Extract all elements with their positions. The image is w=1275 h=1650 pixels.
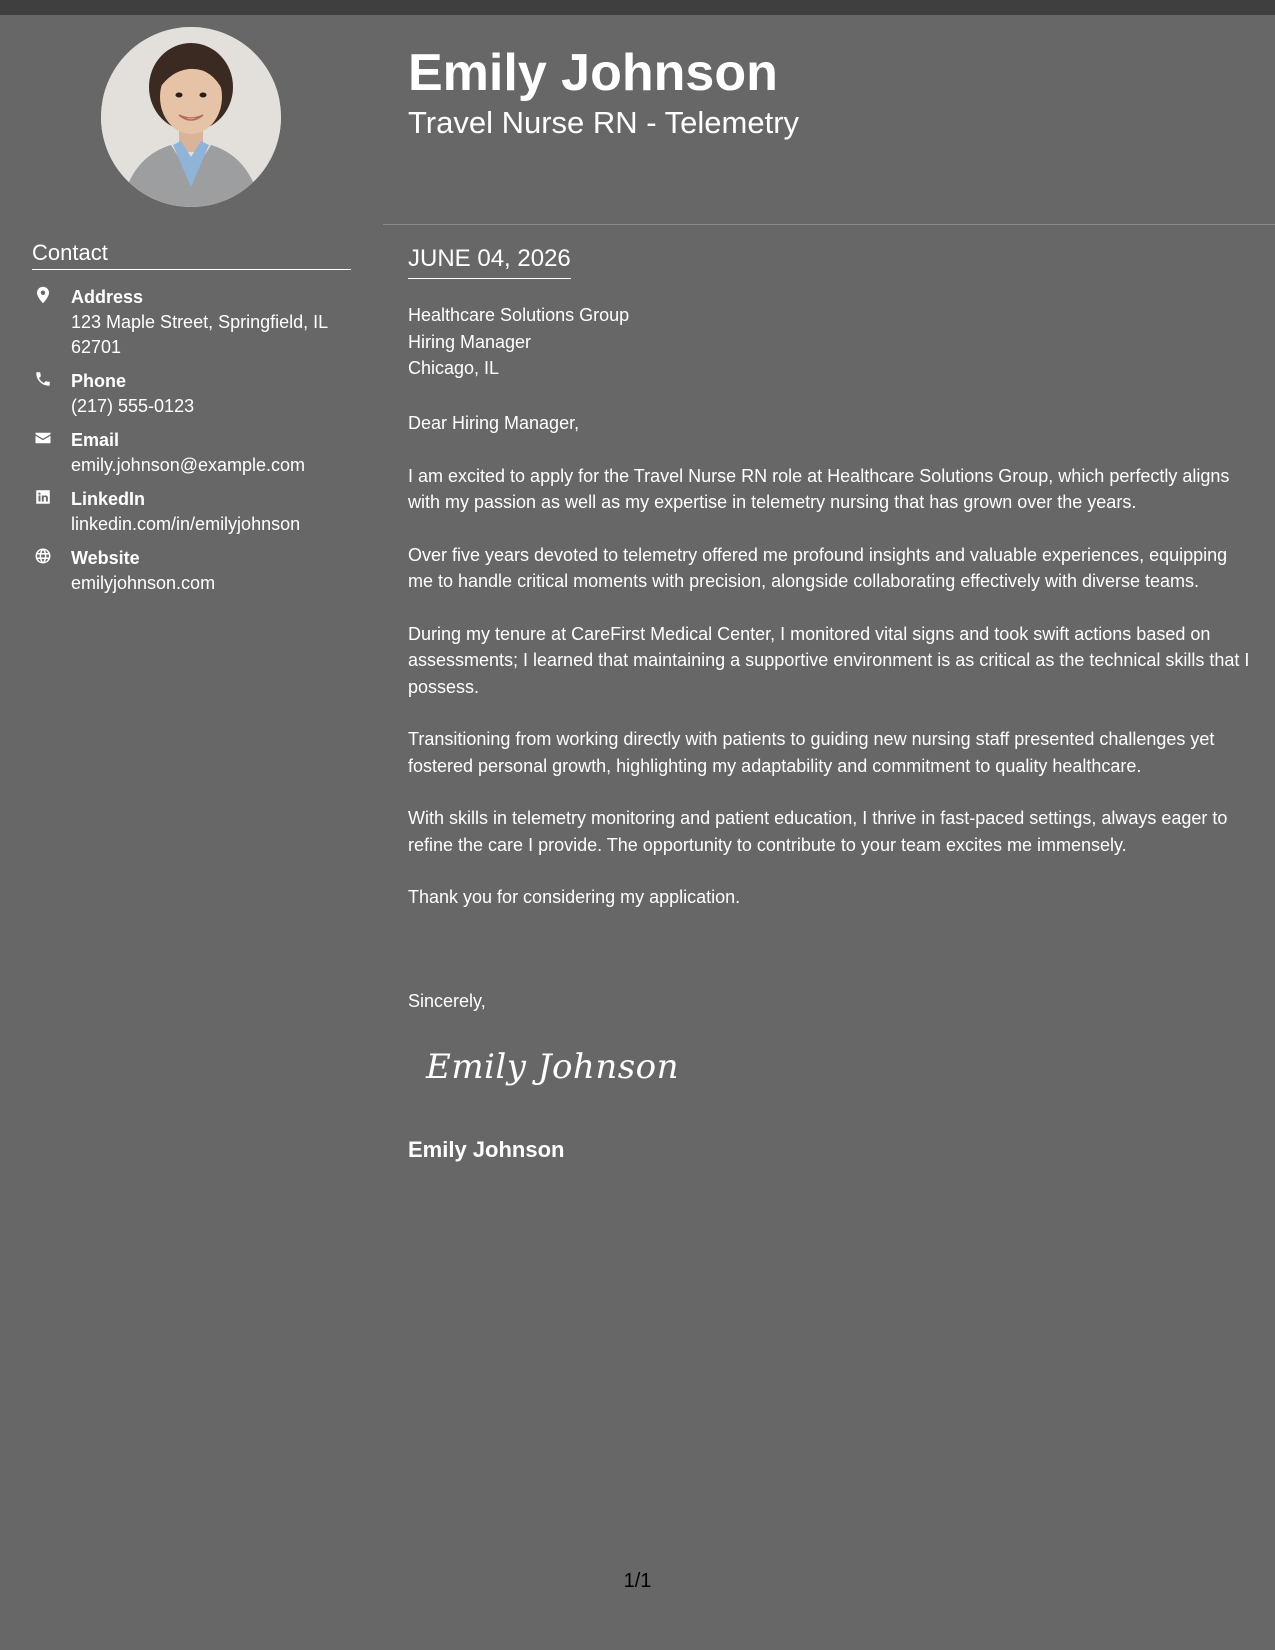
letter-paragraph: With skills in telemetry monitoring and patient education, I thrive in fast-paced settings, always eager to refine the care I provide. The opportunity to contribute to your team excites me immensely. [408,808,1228,855]
phone-icon [34,370,52,390]
applicant-name: Emily Johnson [408,44,778,102]
contact-value[interactable]: emily.johnson@example.com [71,455,306,475]
recipient-block [408,302,629,382]
contact-item-website [32,546,352,596]
letter-paragraph: I am excited to apply for the Travel Nurse RN role at Healthcare Solutions Group, which perfectly aligns with my passion as well as my expertise in telemetry nursing that has grown over the years. [408,465,1230,512]
signed-name: Emily Johnson [408,1137,565,1162]
avatar [101,27,281,207]
contact-item-address [32,285,352,360]
map-pin-icon [34,286,52,306]
closing: Sincerely, [408,991,486,1011]
page-number: 1/1 [623,1570,652,1592]
globe-icon [34,547,52,567]
letter-body [408,410,1256,937]
profile-photo-icon [101,27,281,207]
salutation: Dear Hiring Manager, [408,413,580,433]
contact-label: Website [71,548,140,568]
contact-list [32,285,352,605]
letter-paragraph: During my tenure at CareFirst Medical Center, I monitored vital signs and took swift actions based on assessments; I learned that maintaining a supportive environment is as critical as the technical skills that I possess. [408,623,1250,697]
letter-paragraph: Thank you for considering my application. [408,887,741,907]
contact-value[interactable]: emilyjohnson.com [71,573,216,593]
contact-item-phone [32,369,352,419]
contact-label: LinkedIn [71,489,146,509]
letter-date: JUNE 04, 2026 [408,244,571,279]
contact-label: Email [71,430,120,450]
contact-heading: Contact [32,240,351,270]
contact-value: (217) 555-0123 [71,396,195,416]
header-divider [383,224,1275,225]
recipient-title: Hiring Manager [408,331,532,352]
contact-label: Phone [71,371,127,391]
letter-paragraph: Transitioning from working directly with patients to guiding new nursing staff presented challenges yet fostered personal growth, highlighting my adaptability and commitment to quality healthcare. [408,729,1215,776]
signature: Emily Johnson [426,1047,680,1087]
job-title: Travel Nurse RN - Telemetry [408,105,800,140]
top-bar [0,0,1275,15]
recipient-company: Healthcare Solutions Group [408,305,630,325]
contact-value: 123 Maple Street, Springfield, IL 62701 [71,312,328,357]
contact-label: Address [71,287,144,307]
letter-paragraph: Over five years devoted to telemetry offered me profound insights and valuable experiences, equipping me to handle critical moments with precision, alongside collaborating effectively with diverse teams. [408,544,1228,591]
contact-item-email [32,428,352,478]
contact-item-linkedin [32,487,352,537]
linkedin-icon [34,488,52,508]
envelope-icon [34,429,52,449]
sidebar [0,15,383,1650]
contact-value[interactable]: linkedin.com/in/emilyjohnson [71,514,301,534]
recipient-location: Chicago, IL [408,358,500,378]
